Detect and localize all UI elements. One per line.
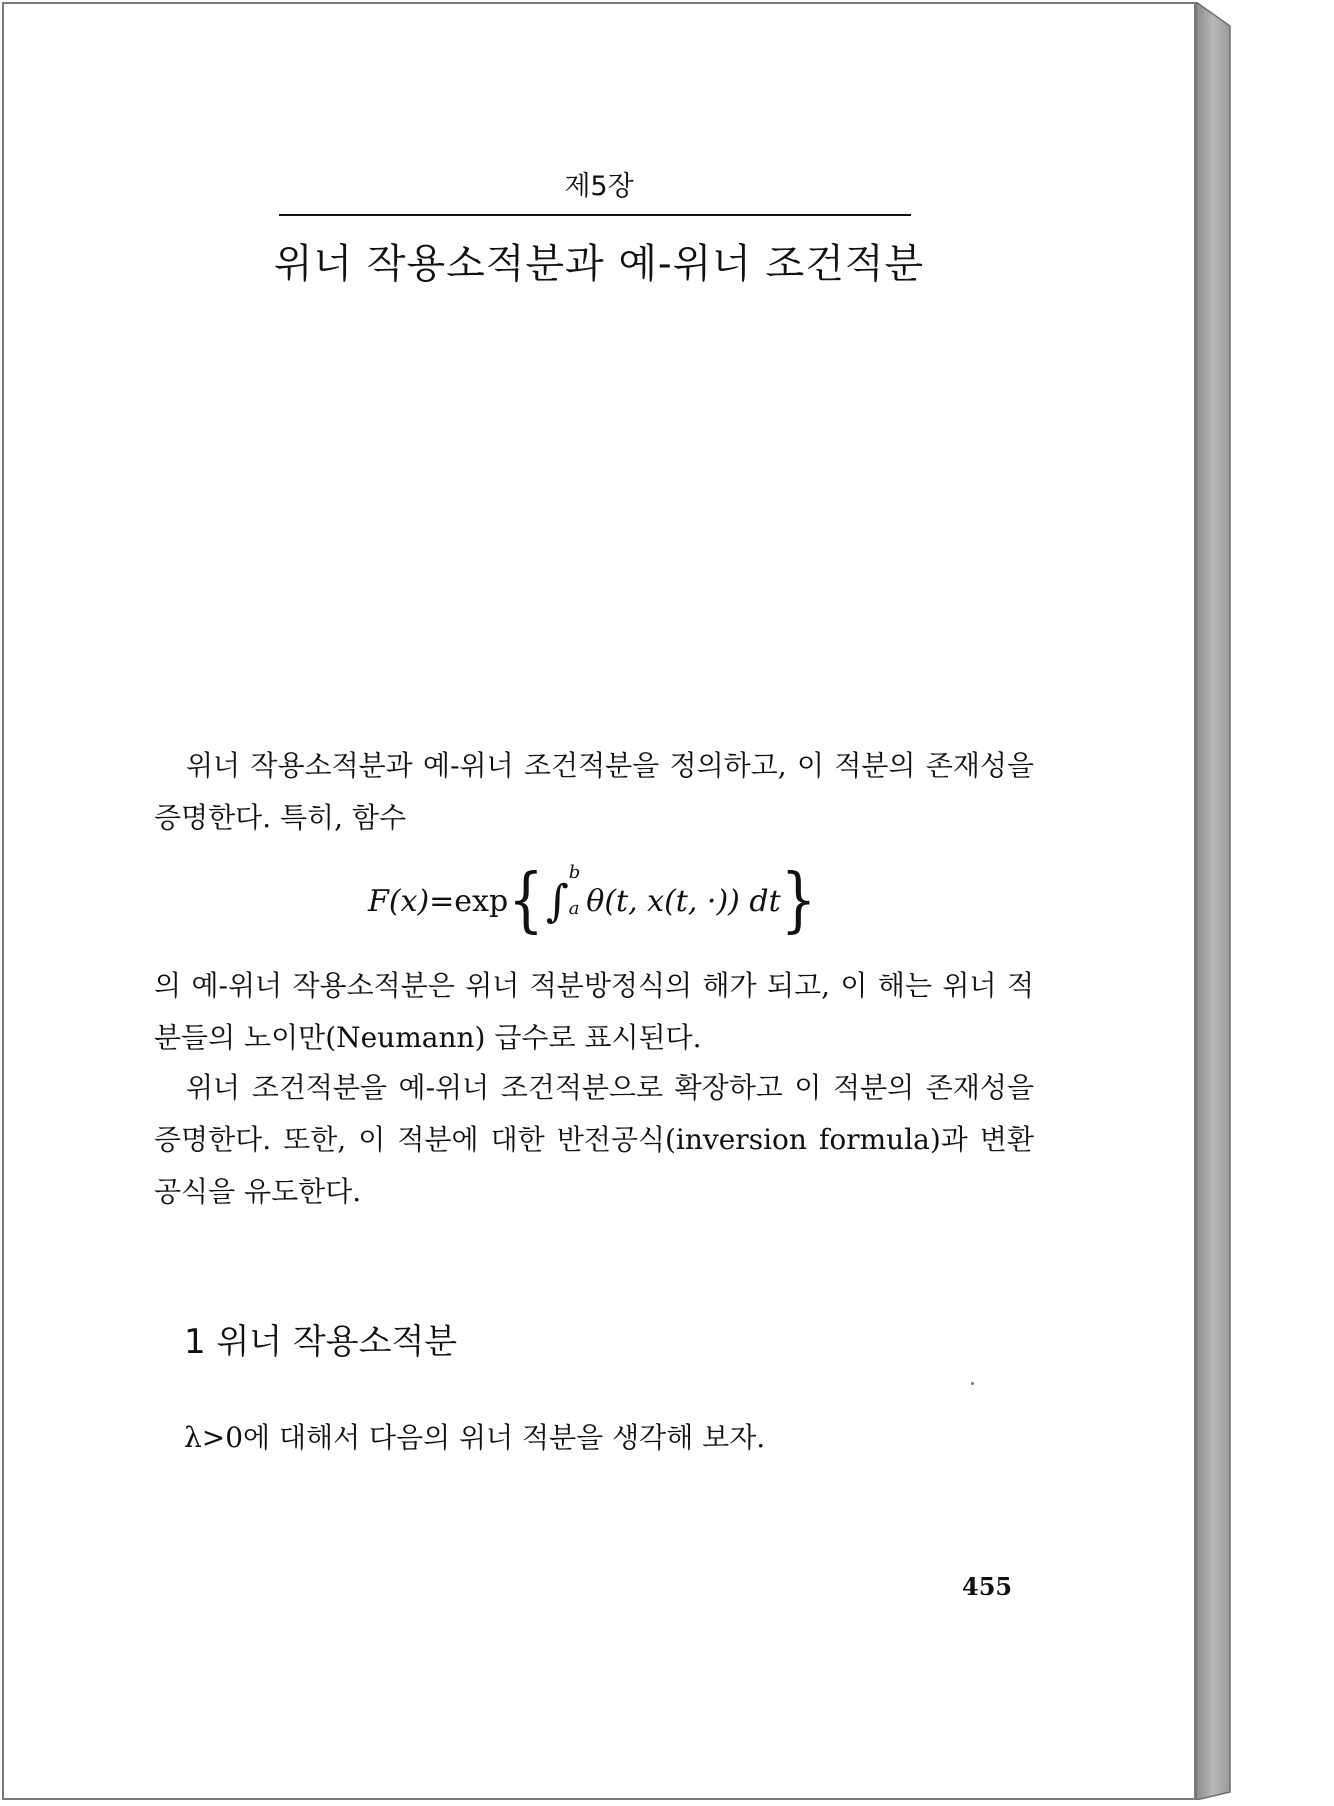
chapter-title: 위너 작용소적분과 예-위너 조건적분: [273, 241, 925, 287]
formula-lower-limit: a: [568, 898, 580, 919]
formula-left-brace: {: [508, 859, 544, 941]
intro-paragraph-3: 위너 조건적분을 예-위너 조건적분으로 확장하고 이 적분의 존재성을 증명한다. 또한, 이 적분에 대한 반전공식(inversion formula)과 변환공식을 유도한다.: [154, 1071, 1034, 1208]
book-page: [2, 2, 1196, 1800]
formula-F-x: [368, 859, 817, 941]
formula-eq: =exp: [429, 883, 509, 919]
intro-paragraph-1: 위너 작용소적분과 예-위너 조건적분을 정의하고, 이 적분의 존재성을 증명한다. 특히, 함수: [154, 749, 1034, 834]
formula-upper-limit: b: [568, 862, 581, 883]
print-speck: [971, 1382, 974, 1385]
page-number: 455: [962, 1572, 1013, 1601]
formula-lhs: F(x): [368, 883, 430, 919]
integral-limits: [568, 862, 581, 920]
section-heading: 1 위너 작용소적분: [184, 1322, 458, 1362]
chapter-rule: [279, 214, 911, 216]
section-first-line: λ>0에 대해서 다음의 위너 적분을 생각해 보자.: [184, 1421, 766, 1454]
page-edge-shading: [1196, 2, 1232, 1800]
formula-integrand: θ(t, x(t, ·)): [586, 883, 740, 919]
formula-right-brace: }: [780, 859, 817, 941]
formula-differential: dt: [749, 883, 781, 919]
page-edge-icon: [1196, 2, 1232, 1800]
integral-sign-icon: ∫: [545, 875, 569, 927]
chapter-label: 제5장: [564, 171, 634, 202]
intro-paragraph-2: 의 예-위너 작용소적분은 위너 적분방정식의 해가 되고, 이 해는 위너 적분들의 노이만(Neumann) 급수로 표시된다.: [154, 969, 1034, 1054]
